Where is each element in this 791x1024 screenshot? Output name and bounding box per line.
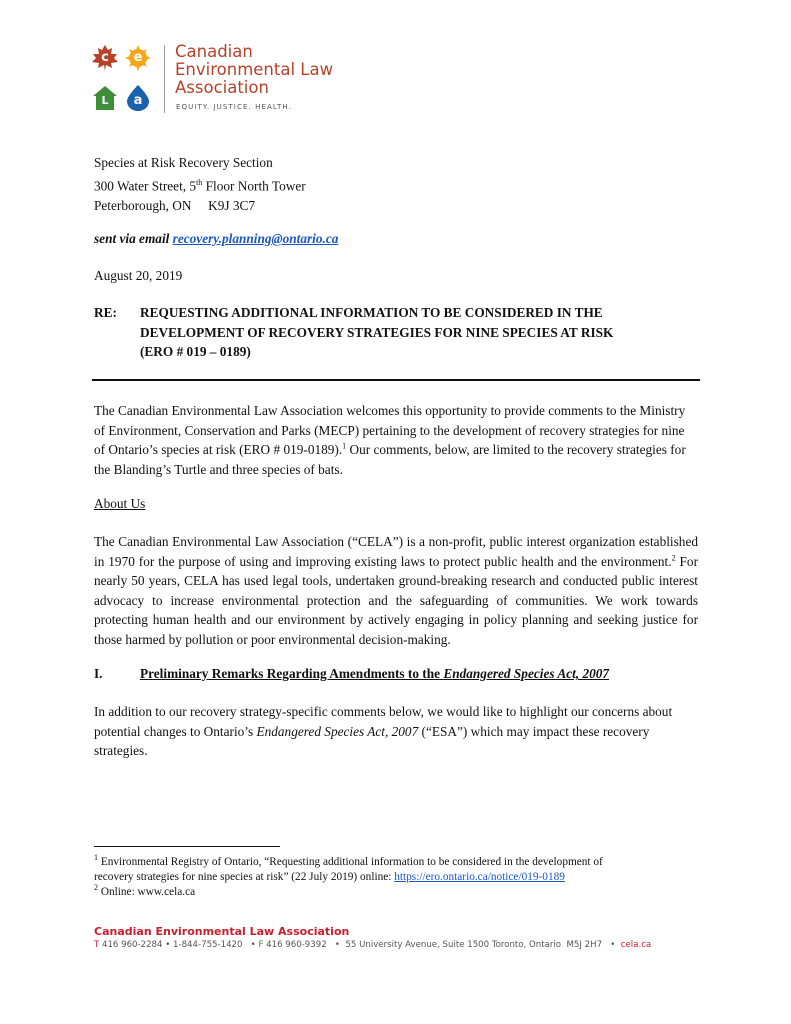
footnote-1: $^1$ Environmental Registry of Ontario, “Requesting additional information to be considered in the development of recovery strategies for nine species at risk” (22 July 2019) online: https://ero.ontario.ca/notice/019-0189	[94, 853, 603, 883]
org-tagline: EQUITY. JUSTICE. HEALTH.	[176, 103, 292, 111]
letterhead-logo	[92, 43, 332, 115]
subject-label: RE:	[94, 305, 117, 320]
letter-date: August 20, 2019	[94, 268, 183, 283]
about-heading: About Us	[94, 496, 146, 511]
intro-paragraph: The Canadian Environmental Law Association welcomes this opportunity to provide comments to the Ministry of Environment, Conservation and Parks (MECP) pertaining to the development of recovery strategies for nine of Ontario’s species at risk (ERO # 019-0189).$^1$ Our comments, below, are limited to the recovery strategies for the Blanding’s Turtle and three species of bats.	[94, 403, 686, 477]
footnote-2: $^2$ Online: www.cela.ca	[94, 883, 196, 898]
footer-website-link[interactable]: cela.ca	[620, 940, 652, 950]
maple-leaf-icon: c	[92, 45, 118, 71]
water-drop-icon: a	[125, 85, 151, 111]
subject-divider	[92, 379, 700, 381]
house-icon: L	[92, 85, 118, 111]
subject-text: REQUESTING ADDITIONAL INFORMATION TO BE CONSIDERED IN THE DEVELOPMENT OF RECOVERY STRATEGIES FOR NINE SPECIES AT RISK (ERO # 019 – 0189)	[140, 305, 614, 360]
email-link[interactable]: recovery.planning@ontario.ca	[172, 231, 339, 246]
footnote-ref-2[interactable]: 2	[671, 553, 676, 563]
logo-divider	[164, 45, 165, 113]
about-paragraph: The Canadian Environmental Law Association (“CELA”) is a non-profit, public interest organization established in 1970 for the purpose of using and improving existing laws to protect public health and the environment.$^2$ For nearly 50 years, CELA has used legal tools, undertaken ground-breaking research and conducted public interest advocacy to increase environmental protection and the safeguarding of communities. We work towards protecting human health and our environment by actively engaging in policy planning and seeking justice for those harmed by pollution or poor environmental decision-making.	[94, 534, 698, 647]
section-1-paragraph: In addition to our recovery strategy-specific comments below, we would like to highlight our concerns about potential changes to Ontario’s Endangered Species Act, 2007 (“ESA”) which may impact these recovery strategies.	[94, 704, 673, 759]
section-1-heading: I. Preliminary Remarks Regarding Amendments to the Endangered Species Act, 2007	[94, 666, 610, 681]
footnote-separator	[94, 846, 280, 847]
footnote-ref-1[interactable]: 1	[342, 441, 347, 451]
delivery-method: sent via email recovery.planning@ontario.ca	[94, 231, 339, 246]
sun-icon: e	[125, 45, 151, 71]
footer-contact: T 416 960-2284 • 1-844-755-1420 • F 416 960-9392 • 55 University Avenue, Suite 1500 Toronto, Ontario M5J 2H7 • cela.ca	[94, 940, 652, 950]
ero-notice-link[interactable]: https://ero.ontario.ca/notice/019-0189	[394, 871, 565, 883]
footer-org-name: Canadian Environmental Law Association	[94, 925, 350, 938]
org-name-logotype: Canadian Environmental Law Association	[175, 42, 334, 97]
recipient-address: Species at Risk Recovery Section 300 Water Street, 5th Floor North Tower Peterborough, ON K9J 3C7	[94, 155, 306, 213]
